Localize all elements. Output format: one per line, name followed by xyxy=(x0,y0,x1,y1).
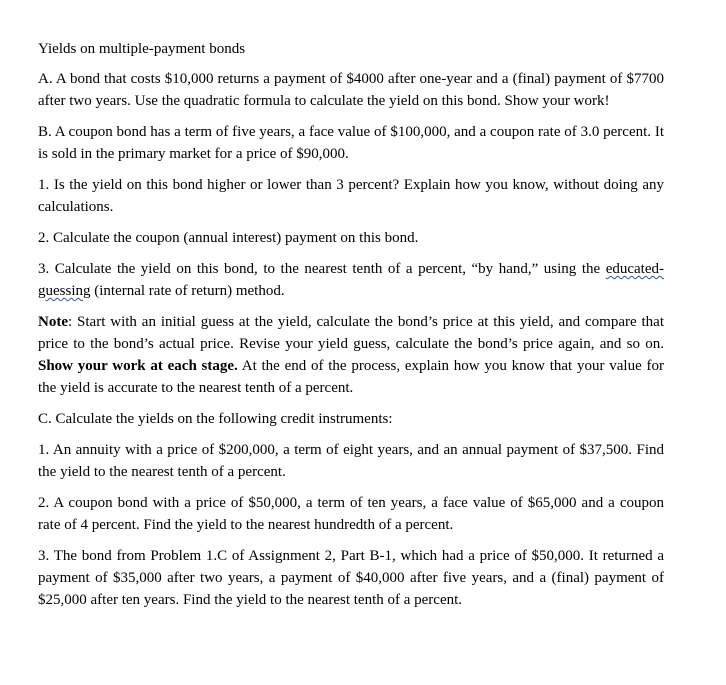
part-c-question-3: 3. The bond from Problem 1.C of Assignment 2, Part B-1, which had a price of $50,000. It returned a payment of $35,000 after two years, a payment of $40,000 after five years, and a (final) payment of $25,000 after ten years. Find the yield to the nearest tenth of a percent. xyxy=(38,548,664,608)
document-title: Yields on multiple-payment bonds xyxy=(38,41,246,57)
note-label: Note xyxy=(38,314,68,330)
part-b-question-3 xyxy=(38,258,664,302)
note-emphasis: Show your work at each stage. xyxy=(38,358,238,374)
part-c-intro: C. Calculate the yields on the following credit instruments: xyxy=(38,411,393,427)
part-c-question-2: 2. A coupon bond with a price of $50,000, a term of ten years, a face value of $65,000 and a coupon rate of 4 percent. Find the yield to the nearest hundredth of a percent. xyxy=(38,495,664,533)
part-b-question-2: 2. Calculate the coupon (annual interest) payment on this bond. xyxy=(38,230,419,246)
part-b-note xyxy=(38,311,664,399)
part-b-q3-text-end: (internal rate of return) method. xyxy=(90,283,285,299)
part-b-question-1: 1. Is the yield on this bond higher or lower than 3 percent? Explain how you know, without doing any calculations. xyxy=(38,177,664,215)
note-text: : Start with an initial guess at the yield, calculate the bond’s price at this yield, and compare that price to the bond’s actual price. Revise your yield guess, calculate the bond’s price again, and so on. xyxy=(38,314,664,352)
part-b-intro: B. A coupon bond has a term of five years, a face value of $100,000, and a coupon rate of 3.0 percent. It is sold in the primary market for a price of $90,000. xyxy=(38,124,664,162)
part-c-question-1: 1. An annuity with a price of $200,000, a term of eight years, and an annual payment of $37,500. Find the yield to the nearest tenth of a percent. xyxy=(38,442,664,480)
note-text-end: At the end of the process, explain how you know that your value for the yield is accurate to the nearest tenth of a percent. xyxy=(38,358,664,396)
part-a-paragraph: A. A bond that costs $10,000 returns a payment of $4000 after one-year and a (final) payment of $7700 after two years. Use the quadratic formula to calculate the yield on this bond. Show your work! xyxy=(38,71,664,109)
document-page xyxy=(38,39,664,620)
part-b-q3-text: 3. Calculate the yield on this bond, to the nearest tenth of a percent, “by hand,” using the xyxy=(38,261,606,277)
spellcheck-flagged-word[interactable]: educated-guessing xyxy=(38,261,664,299)
